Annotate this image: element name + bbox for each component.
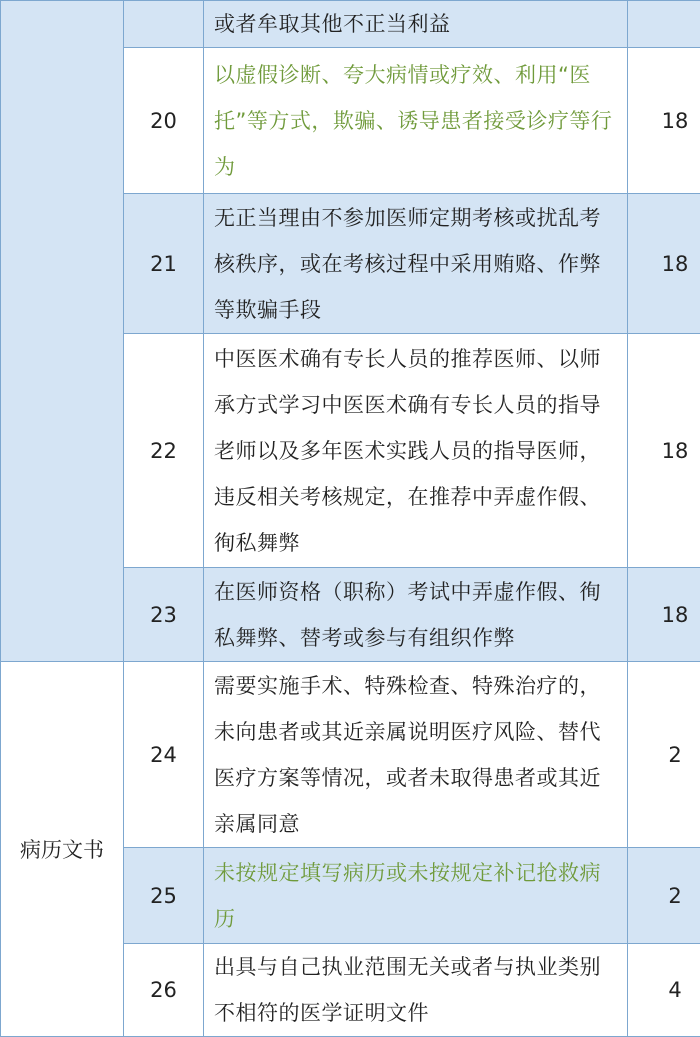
row-score: 2 [628, 662, 700, 848]
row-score: 18 [628, 334, 700, 568]
category-cell-1 [1, 1, 124, 662]
row-score [628, 1, 700, 48]
row-number [124, 1, 204, 48]
row-description: 以虚假诊断、夸大病情或疗效、利用“医托”等方式，欺骗、诱导患者接受诊疗等行为 [204, 48, 628, 194]
row-description: 无正当理由不参加医师定期考核或扰乱考核秩序，或在考核过程中采用贿赂、作弊等欺骗手段 [204, 194, 628, 334]
row-number: 22 [124, 334, 204, 568]
row-score: 18 [628, 48, 700, 194]
row-description: 出具与自己执业范围无关或者与执业类别不相符的医学证明文件 [204, 944, 628, 1037]
row-number: 26 [124, 944, 204, 1037]
table-row [1, 662, 700, 848]
row-number: 25 [124, 848, 204, 944]
row-description: 需要实施手术、特殊检查、特殊治疗的，未向患者或其近亲属说明医疗风险、替代医疗方案等情况，或者未取得患者或其近亲属同意 [204, 662, 628, 848]
table-row [1, 1, 700, 48]
category-cell-2: 病历文书 [1, 662, 124, 1037]
row-number: 20 [124, 48, 204, 194]
row-score: 2 [628, 848, 700, 944]
row-description: 或者牟取其他不正当利益 [204, 1, 628, 48]
row-number: 23 [124, 568, 204, 662]
row-description: 在医师资格（职称）考试中弄虚作假、徇私舞弊、替考或参与有组织作弊 [204, 568, 628, 662]
row-description: 中医医术确有专长人员的推荐医师、以师承方式学习中医医术确有专长人员的指导老师以及多年医术实践人员的指导医师，违反相关考核规定，在推荐中弄虚作假、徇私舞弊 [204, 334, 628, 568]
row-score: 18 [628, 194, 700, 334]
row-number: 21 [124, 194, 204, 334]
row-score: 4 [628, 944, 700, 1037]
row-description: 未按规定填写病历或未按规定补记抢救病历 [204, 848, 628, 944]
row-number: 24 [124, 662, 204, 848]
row-score: 18 [628, 568, 700, 662]
